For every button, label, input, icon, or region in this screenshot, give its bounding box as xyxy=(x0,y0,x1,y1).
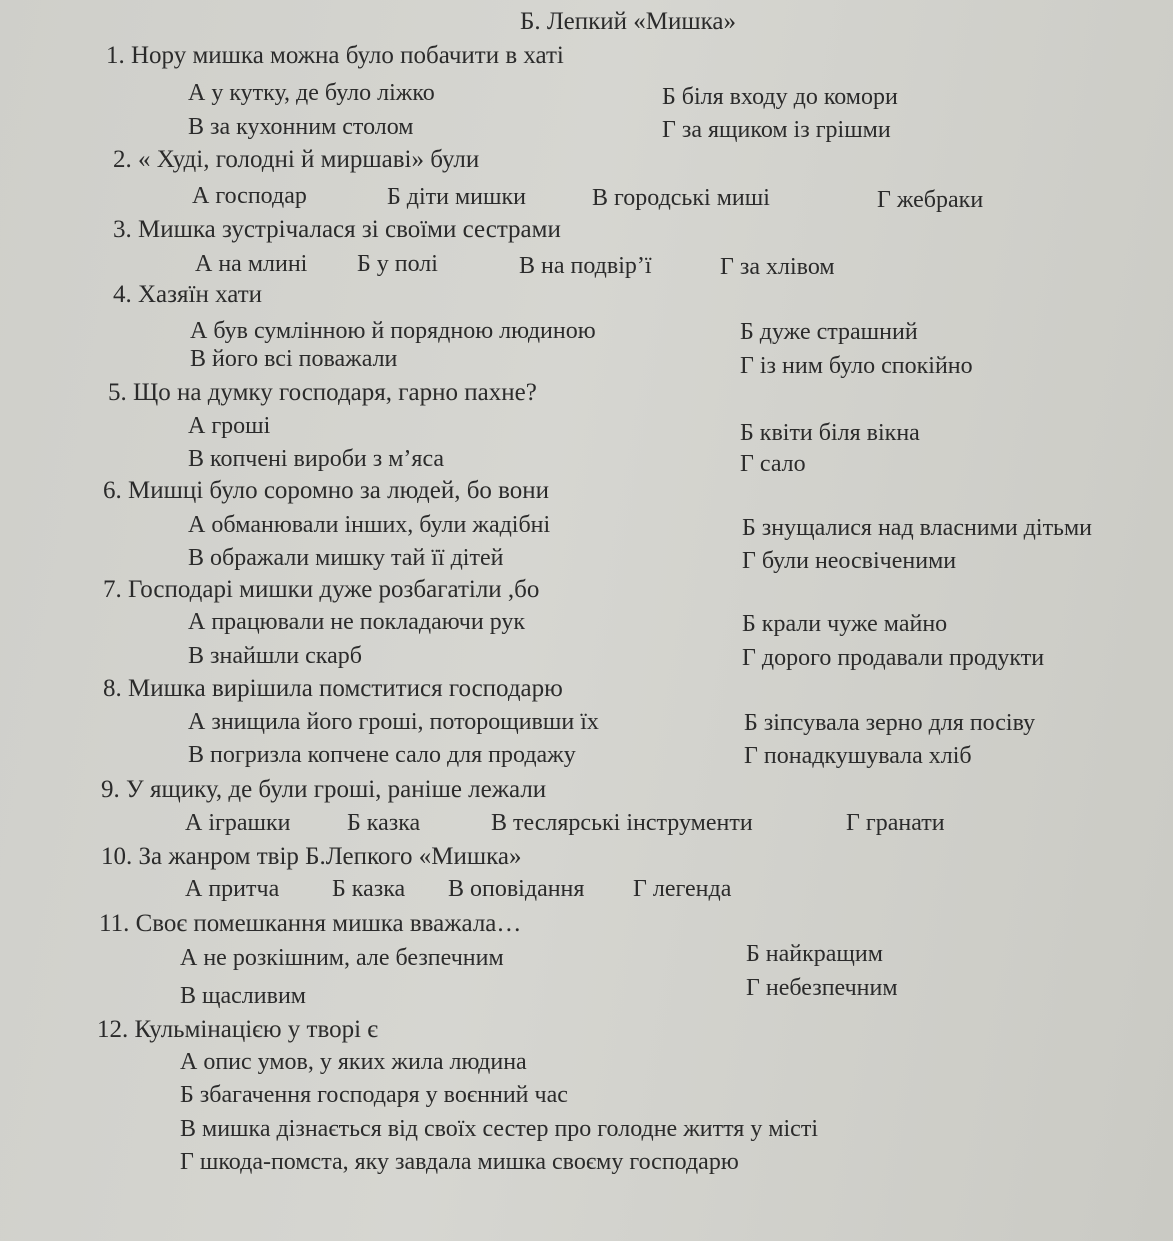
q2-option-g: Г жебраки xyxy=(877,187,984,213)
q11-option-b: Б найкращим xyxy=(746,941,883,967)
q2-option-v: В городські миші xyxy=(592,185,770,211)
question-2: 2. « Худі, голодні й миршаві» були xyxy=(113,146,480,173)
q4-option-b: Б дуже страшний xyxy=(740,319,918,345)
question-4: 4. Хазяїн хати xyxy=(113,281,263,308)
q7-option-v: В знайшли скарб xyxy=(188,643,362,669)
q12-option-v: В мишка дізнається від своїх сестер про голодне життя у місті xyxy=(180,1116,818,1142)
q2-option-b: Б діти мишки xyxy=(387,184,527,210)
question-5: 5. Що на думку господаря, гарно пахне? xyxy=(108,379,537,406)
q11-option-g: Г небезпечним xyxy=(746,975,898,1001)
q1-option-a: А у кутку, де було ліжко xyxy=(188,80,435,106)
q11-option-a: А не розкішним, але безпечним xyxy=(180,945,504,971)
q10-option-g: Г легенда xyxy=(633,876,732,902)
q3-option-b: Б у полі xyxy=(357,251,438,277)
q10-option-v: В оповідання xyxy=(448,876,585,902)
q12-option-g: Г шкода-помста, яку завдала мишка своєму господарю xyxy=(180,1149,739,1175)
q5-option-v: В копчені вироби з м’яса xyxy=(188,446,445,472)
q7-option-g: Г дорого продавали продукти xyxy=(742,645,1045,671)
question-6: 6. Мишці було соромно за людей, бо вони xyxy=(103,477,550,504)
q7-option-a: А працювали не покладаючи рук xyxy=(188,609,526,635)
q10-option-b: Б казка xyxy=(332,876,406,902)
q1-option-v: В за кухонним столом xyxy=(188,114,414,140)
question-1: 1. Нору мишка можна було побачити в хаті xyxy=(106,42,564,69)
q11-option-v: В щасливим xyxy=(180,983,306,1009)
q4-option-g: Г із ним було спокійно xyxy=(740,353,973,379)
question-8: 8. Мишка вирішила помститися господарю xyxy=(103,675,563,702)
question-9: 9. У ящику, де були гроші, раніше лежали xyxy=(101,776,547,803)
q8-option-b: Б зіпсувала зерно для посіву xyxy=(744,710,1036,736)
q12-option-b: Б збагачення господаря у воєнний час xyxy=(180,1082,568,1108)
question-3: 3. Мишка зустрічалася зі своїми сестрами xyxy=(113,216,561,243)
q2-option-a: А господар xyxy=(192,183,307,209)
q5-option-b: Б квіти біля вікна xyxy=(740,420,920,446)
question-12: 12. Кульмінацією у творі є xyxy=(97,1016,379,1043)
q8-option-a: А знищила його гроші, поторощивши їх xyxy=(188,709,599,735)
q7-option-b: Б крали чуже майно xyxy=(742,611,948,637)
q6-option-g: Г були неосвіченими xyxy=(742,548,957,574)
q5-option-a: А гроші xyxy=(188,413,271,439)
q8-option-g: Г понадкушувала хліб xyxy=(744,743,972,769)
q4-option-v: В його всі поважали xyxy=(190,346,398,372)
q3-option-g: Г за хлівом xyxy=(720,254,835,280)
q5-option-g: Г сало xyxy=(740,451,806,477)
q3-option-v: В на подвір’ї xyxy=(519,253,652,279)
q9-option-a: А іграшки xyxy=(185,810,291,836)
q6-option-a: А обманювали інших, були жадібні xyxy=(188,512,551,538)
question-7: 7. Господарі мишки дуже розбагатіли ,бо xyxy=(103,576,540,603)
q1-option-g: Г за ящиком із грішми xyxy=(662,117,891,143)
q12-option-a: А опис умов, у яких жила людина xyxy=(180,1049,527,1075)
q1-option-b: Б біля входу до комори xyxy=(662,84,898,110)
q8-option-v: В погризла копчене сало для продажу xyxy=(188,742,576,768)
q6-option-b: Б знущалися над власними дітьми xyxy=(742,515,1093,541)
q3-option-a: А на млині xyxy=(195,251,308,277)
q6-option-v: В ображали мишку тай її дітей xyxy=(188,545,504,571)
document-title: Б. Лепкий «Мишка» xyxy=(520,8,736,35)
q10-option-a: А притча xyxy=(185,876,280,902)
q9-option-v: В теслярські інструменти xyxy=(491,810,753,836)
q9-option-b: Б казка xyxy=(347,810,421,836)
question-10: 10. За жанром твір Б.Лепкого «Мишка» xyxy=(101,843,522,870)
q4-option-a: А був сумлінною й порядною людиною xyxy=(190,318,596,344)
question-11: 11. Своє помешкання мишка вважала… xyxy=(99,910,522,937)
q9-option-g: Г гранати xyxy=(846,810,945,836)
